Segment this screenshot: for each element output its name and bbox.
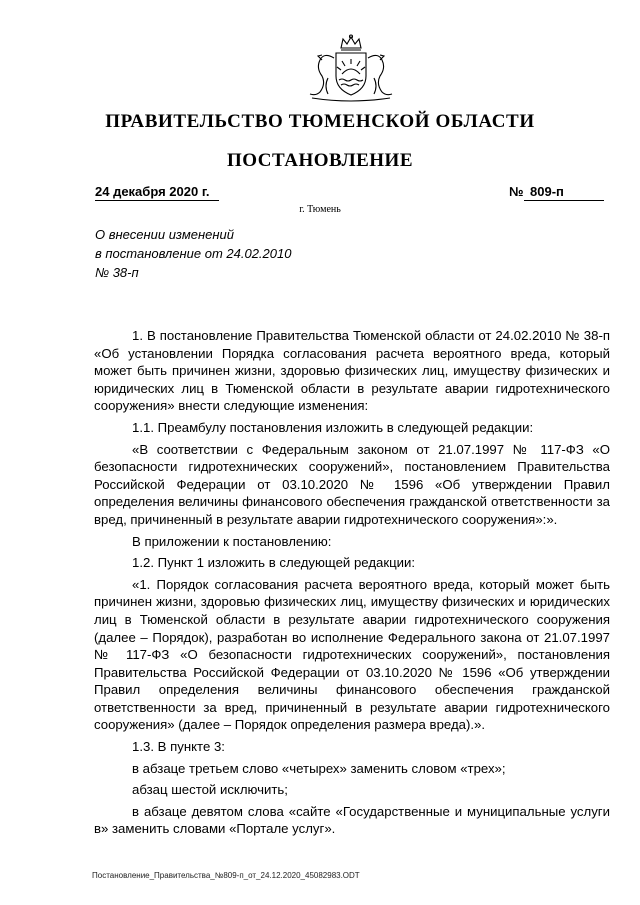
body-paragraph: 1.2. Пункт 1 изложить в следующей редакции: — [132, 555, 416, 571]
document-type-title: ПОСТАНОВЛЕНИЕ — [226, 150, 414, 171]
body-paragraph: 1. В постановление Правительства Тюменской области от 24.02.2010 № 38-п «Об установлении Порядка согласования расчета вероятного вреда, который может быть причинен жизни, здоровью физических лиц, имуществу физических и юридических лиц в Тюменской области в результате аварии гидротехнического сооружения» внести следующие изменения: — [94, 328, 610, 414]
number-sign: № — [509, 184, 524, 199]
subject-line: № 38-п — [95, 265, 139, 280]
subject-line: в постановление от 24.02.2010 — [95, 246, 292, 261]
document-subject — [95, 225, 291, 282]
body-paragraph: в абзаце третьем слово «четырех» заменить словом «трех»; — [132, 760, 506, 776]
body-paragraph: «В соответствии с Федеральным законом от 21.07.1997 № 117-ФЗ «О безопасности гидротехнических сооружений», постановлением Правительства Российской Федерации от 03.10.2020 № 1596 «Об утверждении Правил определения величины финансового обеспечения гражданской ответственности за вред, причиненный в результате аварии гидротехнического сооружения»:». — [94, 441, 610, 527]
body-paragraph: абзац шестой исключить; — [132, 782, 288, 798]
body-paragraph: 1.1. Преамбулу постановления изложить в следующей редакции: — [132, 419, 534, 435]
body-paragraph: В приложении к постановлению: — [132, 533, 332, 549]
document-date: 24 декабря 2020 г. — [95, 184, 210, 199]
body-paragraph: 1.3. В пункте 3: — [132, 739, 225, 755]
city-label: г. Тюмень — [299, 204, 341, 215]
footer-filename: Постановление_Правительства_№809-п_от_24.12.2020_45082983.ODT — [92, 871, 360, 880]
number-underline — [524, 200, 604, 201]
date-underline — [95, 200, 219, 201]
body-paragraph: в абзаце девятом слова «сайте «Государственные и муниципальные услуги в» заменить словами «Портале услуг». — [94, 803, 610, 837]
subject-line: О внесении изменений — [95, 227, 234, 242]
document-number: 809-п — [530, 184, 564, 199]
organization-title: ПРАВИТЕЛЬСТВО ТЮМЕНСКОЙ ОБЛАСТИ — [105, 111, 535, 132]
tyumen-coat-of-arms-icon — [298, 34, 404, 104]
body-paragraph: «1. Порядок согласования расчета вероятного вреда, который может быть причинен жизни, здоровью физических лиц, имуществу физических и юридических лиц в Тюменской области в результате аварии гидротехнического сооружения (далее – Порядок), разработан во исполнение Федерального закона от 21.07.1997 № 117-ФЗ «О безопасности гидротехнических сооружений», постановления Правительства Российской Федерации от 03.10.2020 № 1596 «Об утверждении Правил определения величины финансового обеспечения гражданской ответственности за вред, причиненный в результате аварии гидротехнического сооружения» (далее – Порядок определения размера вреда).». — [94, 576, 610, 733]
document-body — [94, 327, 610, 842]
